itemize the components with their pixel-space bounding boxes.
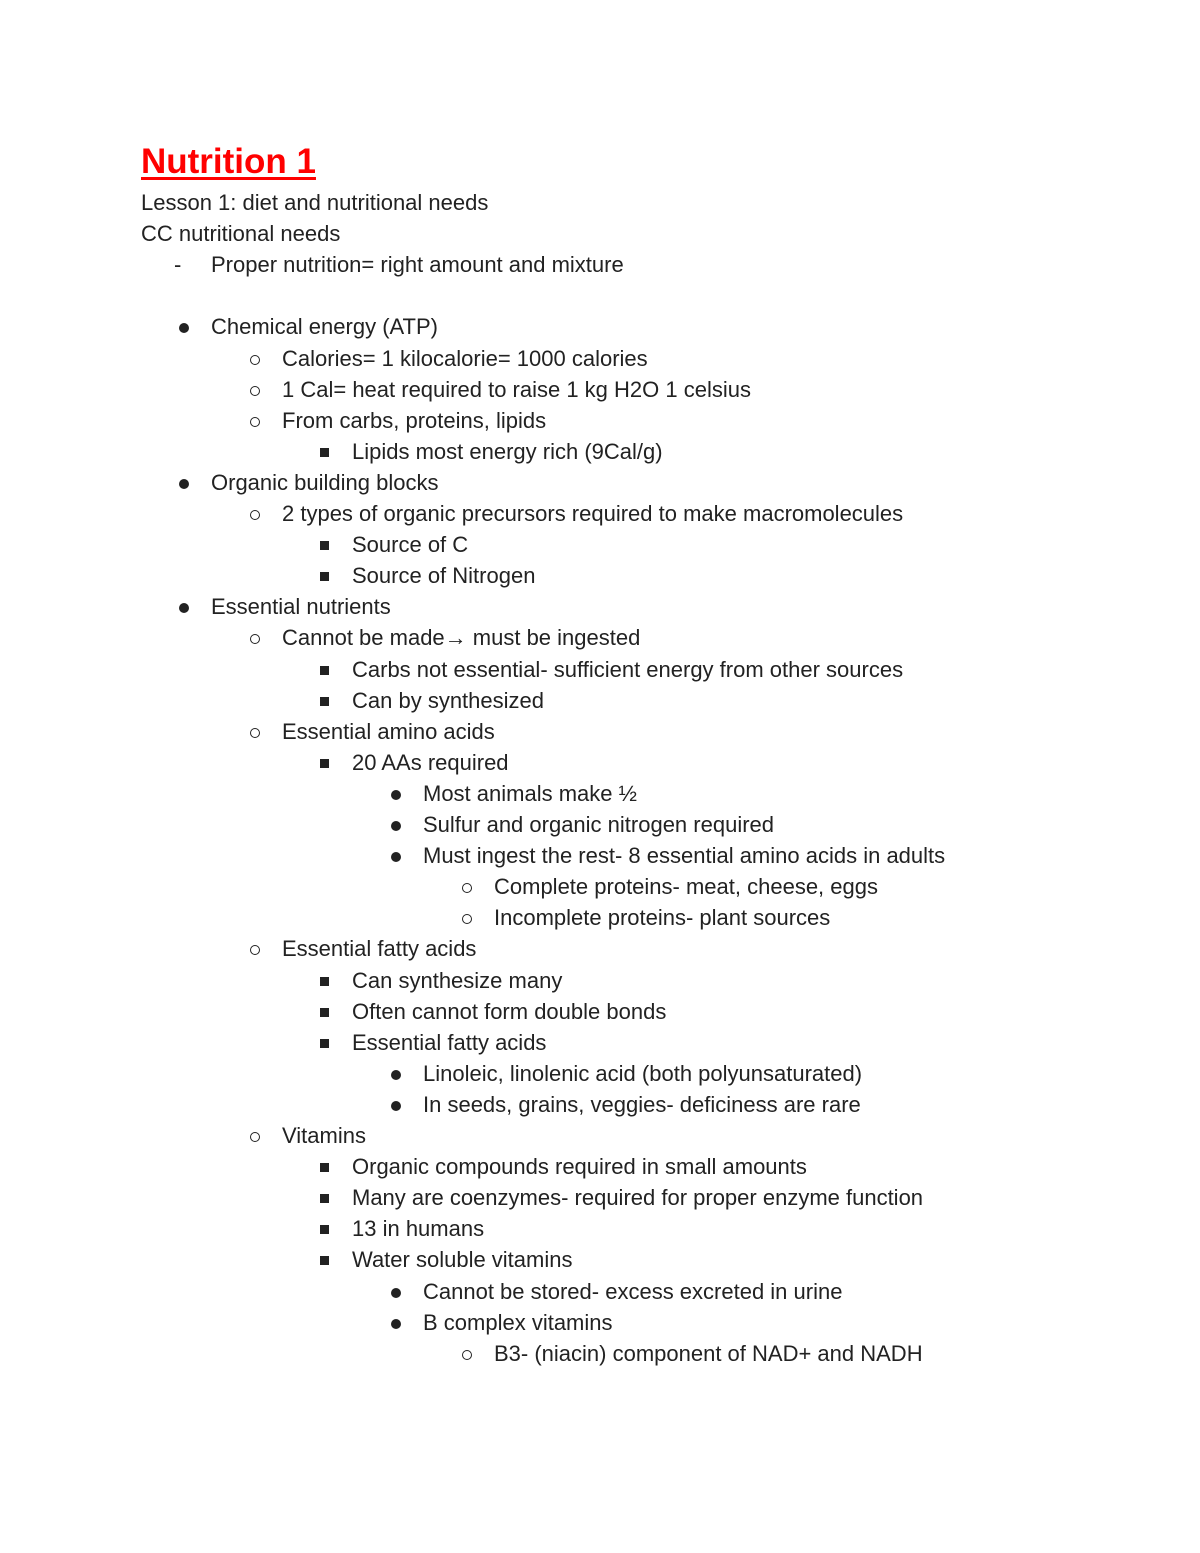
list-item-text: Essential fatty acids	[282, 936, 477, 962]
disc-bullet-icon	[391, 1058, 411, 1089]
list-item-text: Essential amino acids	[282, 718, 495, 744]
list-item-text: Water soluble vitamins	[352, 1247, 573, 1273]
list-item-text: Organic compounds required in small amounts	[352, 1154, 807, 1180]
circle-bullet-icon	[250, 498, 270, 529]
square-bullet-icon	[320, 1244, 340, 1275]
list-item-text: From carbs, proteins, lipids	[282, 407, 547, 433]
circle-bullet-icon	[250, 1120, 270, 1151]
list-item	[0, 343, 1100, 374]
blank-line	[0, 280, 1100, 311]
square-bullet-icon	[320, 996, 340, 1027]
disc-bullet-icon	[391, 840, 411, 871]
list-item	[0, 311, 1100, 342]
list-item-text: Complete proteins- meat, cheese, eggs	[494, 874, 878, 900]
list-item-text: Lipids most energy rich (9Cal/g)	[352, 438, 663, 464]
list-item-text: Linoleic, linolenic acid (both polyunsaturated)	[423, 1060, 863, 1086]
list-item-text: Cannot be stored- excess excreted in urine	[423, 1278, 843, 1304]
circle-bullet-icon	[250, 716, 270, 747]
square-bullet-icon	[320, 1151, 340, 1182]
list-item-text: Lesson 1: diet and nutritional needs	[141, 190, 489, 215]
list-item	[0, 249, 1100, 280]
list-item-text: Calories= 1 kilocalorie= 1000 calories	[282, 345, 648, 371]
list-item	[0, 467, 1100, 498]
list-item	[0, 436, 1100, 467]
list-item-text: Often cannot form double bonds	[352, 998, 667, 1024]
list-item	[0, 187, 1100, 218]
list-item-text: Vitamins	[282, 1123, 366, 1148]
disc-bullet-icon	[179, 311, 199, 342]
square-bullet-icon	[320, 1027, 340, 1058]
list-item	[0, 1089, 1100, 1120]
disc-bullet-icon	[391, 778, 411, 809]
circle-bullet-icon	[250, 405, 270, 436]
list-item	[0, 685, 1100, 716]
square-bullet-icon	[320, 560, 340, 591]
list-item-text: 13 in humans	[352, 1216, 485, 1242]
list-item	[0, 1307, 1100, 1338]
list-item	[0, 560, 1100, 591]
circle-bullet-icon	[250, 374, 270, 405]
list-item-text: Many are coenzymes- required for proper enzyme function	[352, 1185, 924, 1211]
list-item	[0, 1213, 1100, 1244]
list-item	[0, 1120, 1100, 1151]
list-item-text: Sulfur and organic nitrogen required	[423, 812, 775, 837]
list-item	[0, 1182, 1100, 1213]
list-item-text: Source of Nitrogen	[352, 563, 536, 589]
list-item	[0, 933, 1100, 964]
circle-bullet-icon	[250, 933, 270, 964]
list-item-text: Essential fatty acids	[352, 1029, 547, 1055]
list-item	[0, 1244, 1100, 1275]
circle-bullet-icon	[250, 622, 270, 653]
list-item-text: Must ingest the rest- 8 essential amino acids in adults	[423, 843, 946, 869]
square-bullet-icon	[320, 1182, 340, 1213]
square-bullet-icon	[320, 747, 340, 778]
list-item-text: B3- (niacin) component of NAD+ and NADH	[494, 1340, 923, 1366]
list-item-text: Essential nutrients	[211, 594, 391, 620]
document-title: Nutrition 1	[141, 142, 316, 181]
list-item-text: Incomplete proteins- plant sources	[494, 905, 831, 931]
list-item	[0, 1027, 1100, 1058]
list-item-text: Carbs not essential- sufficient energy from other sources	[352, 656, 904, 682]
square-bullet-icon	[320, 965, 340, 996]
list-item-text: B complex vitamins	[423, 1309, 613, 1335]
square-bullet-icon	[320, 436, 340, 467]
list-item-text: Source of C	[352, 532, 469, 558]
list-item	[0, 374, 1100, 405]
disc-bullet-icon	[179, 467, 199, 498]
circle-bullet-icon	[462, 1338, 482, 1369]
disc-bullet-icon	[391, 809, 411, 840]
list-item	[0, 591, 1100, 622]
circle-bullet-icon	[250, 343, 270, 374]
square-bullet-icon	[320, 529, 340, 560]
disc-bullet-icon	[391, 1089, 411, 1120]
disc-bullet-icon	[179, 591, 199, 622]
list-item	[0, 902, 1100, 933]
list-item-text: 2 types of organic precursors required to make macromolecules	[282, 501, 904, 526]
square-bullet-icon	[320, 1213, 340, 1244]
list-item	[0, 529, 1100, 560]
disc-bullet-icon	[391, 1307, 411, 1338]
list-item	[0, 498, 1100, 529]
list-item-text: Chemical energy (ATP)	[211, 314, 438, 340]
disc-bullet-icon	[391, 1276, 411, 1307]
list-item-text: 1 Cal= heat required to raise 1 kg H2O 1 celsius	[282, 376, 751, 402]
list-item	[0, 809, 1100, 840]
list-item	[0, 1276, 1100, 1307]
list-item	[0, 218, 1100, 249]
list-item	[0, 654, 1100, 685]
list-item	[0, 1058, 1100, 1089]
list-item	[0, 840, 1100, 871]
circle-bullet-icon	[462, 902, 482, 933]
list-item-text: Organic building blocks	[211, 469, 439, 495]
list-item-text: CC nutritional needs	[141, 221, 341, 247]
list-item	[0, 871, 1100, 902]
list-item	[0, 996, 1100, 1027]
list-item	[0, 747, 1100, 778]
square-bullet-icon	[320, 685, 340, 716]
list-item	[0, 716, 1100, 747]
list-item-text: 20 AAs required	[352, 749, 509, 775]
list-item	[0, 965, 1100, 996]
circle-bullet-icon	[462, 871, 482, 902]
list-item-text: In seeds, grains, veggies- deficiness are rare	[423, 1091, 861, 1117]
list-item	[0, 622, 1100, 653]
list-item-text: Most animals make ½	[423, 780, 637, 806]
square-bullet-icon	[320, 654, 340, 685]
list-item-text: Can synthesize many	[352, 967, 563, 993]
list-item	[0, 405, 1100, 436]
dash-marker	[142, 249, 162, 280]
list-item	[0, 1151, 1100, 1182]
list-item-text: Proper nutrition= right amount and mixture	[211, 252, 624, 278]
list-item	[0, 778, 1100, 809]
list-item-text: Cannot be made→ must be ingested	[282, 625, 641, 651]
list-item-text: Can by synthesized	[352, 687, 544, 713]
list-item	[0, 1338, 1100, 1369]
